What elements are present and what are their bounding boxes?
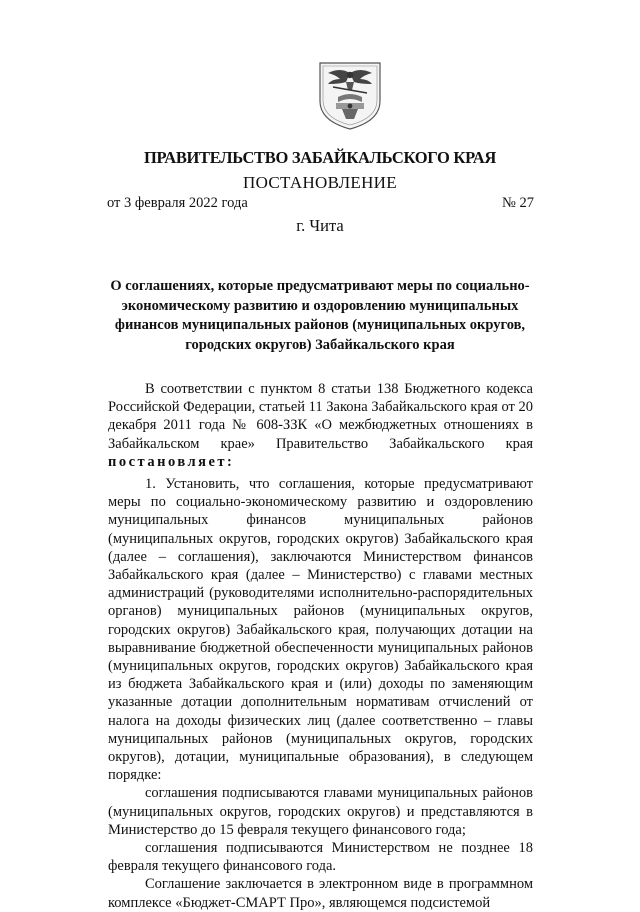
government-title: ПРАВИТЕЛЬСТВО ЗАБАЙКАЛЬСКОГО КРАЯ	[144, 148, 496, 167]
document-date: от 3 февраля 2022 года	[107, 195, 248, 211]
document-city: г. Чита	[296, 216, 344, 235]
coat-of-arms-emblem	[316, 57, 384, 131]
resolves-word: постановляет:	[108, 453, 235, 470]
preamble-text: В соответствии с пунктом 8 статьи 138 Бюджетного кодекса Российской Федерации, статьей 11 Закона Забайкальского края от 20 декабря 2011 года № 608-ЗЗК «О межбюджетных отношениях в Забайкальском крае» Правительство Забайкальского края	[108, 381, 533, 452]
document-subject: О соглашениях, которые предусматривают меры по социально-экономическому развитию и оздоровлению муниципальных финансов муниципальных районов (муниципальных округов, городских округов) Забайкальского края	[110, 278, 530, 353]
document-number: № 27	[502, 195, 534, 211]
paragraph-2: соглашения подписываются главами муниципальных районов (муниципальных округов, городских округов) и представляются в Министерство до 15 февраля текущего финансового года;	[108, 785, 533, 838]
paragraph-4: Соглашение заключается в электронном виде в программном комплексе «Бюджет-СМАРТ Про», являющемся подсистемой	[108, 876, 533, 911]
preamble-paragraph	[108, 380, 533, 471]
document-body	[108, 380, 533, 912]
paragraph-1: 1. Установить, что соглашения, которые предусматривают меры по социально-экономическому развитию и оздоровлению муниципальных финансов муниципальных районов (муниципальных округов, городских округов) Забайкальского края (далее – соглашения), заключаются Министерством финансов Забайкальского края (далее – Министерство) с главами местных администраций (руководителями исполнительно-распорядительных органов) муниципальных районов (муниципальных округов, городских округов) Забайкальского края, получающих дотации на выравнивание бюджетной обеспеченности муниципальных районов (муниципальных округов, городских округов) Забайкальского края из бюджета Забайкальского края и (или) доходы по заменяющим указанные дотации дополнительным нормативам отчислений от налога на доходы физических лиц (далее соответственно – главы муниципальных районов (муниципальных округов, городских округов), дотации, муниципальные образования), в следующем порядке:	[108, 476, 533, 784]
document-type: ПОСТАНОВЛЕНИЕ	[243, 173, 397, 192]
paragraph-3: соглашения подписываются Министерством не позднее 18 февраля текущего финансового года.	[108, 840, 533, 875]
